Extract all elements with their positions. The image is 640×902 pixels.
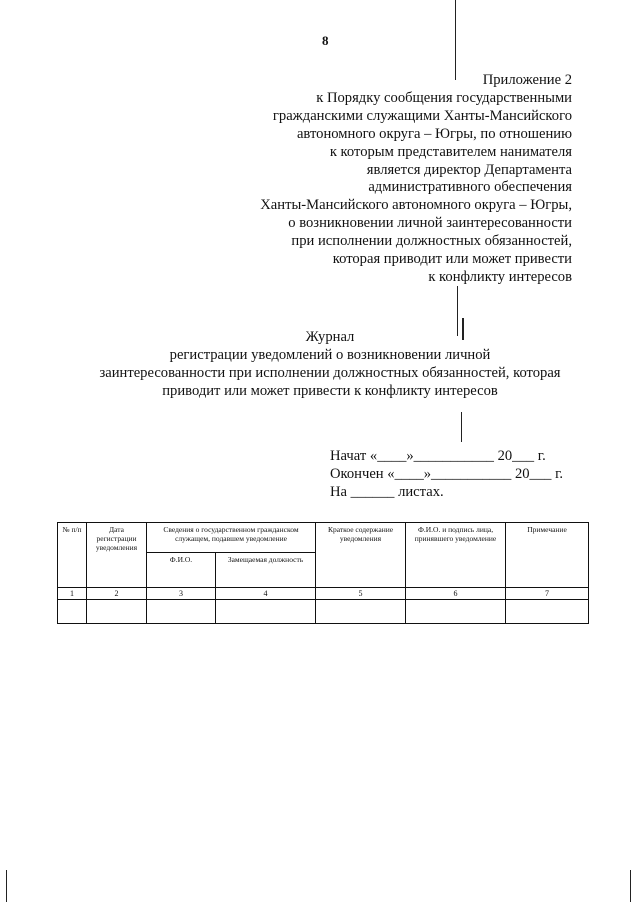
scan-line-lower (461, 412, 462, 442)
appendix-line: к конфликту интересов (428, 268, 572, 285)
table-cell (58, 600, 87, 624)
header-position: Замещаемая должность (216, 553, 316, 588)
appendix-line: гражданскими служащими Ханты-Мансийского (272, 107, 572, 124)
header-employee-info: Сведения о государственном гражданском служащем, подавшем уведомление (147, 523, 316, 553)
date-finished: Окончен «____»___________ 20___ г. (330, 465, 564, 482)
table-cell (147, 600, 216, 624)
appendix-line: которая приводит или может привести (332, 251, 572, 268)
table-cell (406, 600, 506, 624)
appendix-line: автономного округа – Югры, по отношению (296, 125, 572, 142)
journal-title-line: заинтересованности при исполнении должностных обязанностей, которая (99, 365, 561, 381)
column-number: 6 (406, 588, 506, 600)
table-cell (216, 600, 316, 624)
column-number: 5 (316, 588, 406, 600)
appendix-line: является директор Департамента (366, 161, 572, 178)
column-number: 7 (506, 588, 589, 600)
column-number: 4 (216, 588, 316, 600)
header-reg-date: Дата регистрации уведомления (87, 523, 147, 588)
table-cell (316, 600, 406, 624)
table-header-row (58, 523, 589, 553)
appendix-header (192, 72, 572, 287)
journal-table (57, 522, 589, 624)
column-number: 3 (147, 588, 216, 600)
date-started: Начат «____»___________ 20___ г. (330, 448, 546, 464)
appendix-line: о возникновении личной заинтересованности (288, 215, 572, 232)
appendix-line: Приложение 2 (482, 72, 572, 88)
header-summary: Краткое содержание уведомления (316, 523, 406, 588)
appendix-line: Ханты-Мансийского автономного округа – Югры, (260, 197, 572, 214)
sheet-count: На ______ листах. (330, 483, 444, 500)
header-fio: Ф.И.О. (147, 553, 216, 588)
appendix-line: при исполнении должностных обязанностей, (291, 233, 572, 250)
header-receiver: Ф.И.О. и подпись лица, принявшего уведомление (406, 523, 506, 588)
appendix-line: к Порядку сообщения государственными (316, 89, 572, 106)
journal-title (60, 328, 600, 400)
journal-title-line: регистрации уведомлений о возникновении личной (169, 347, 491, 363)
column-number: 1 (58, 588, 87, 600)
table-cell (87, 600, 147, 624)
appendix-line: к которым представителем нанимателя (329, 143, 572, 160)
scan-line-top (455, 0, 456, 80)
appendix-line: административного обеспечения (368, 179, 572, 196)
column-number: 2 (87, 588, 147, 600)
header-note: Примечание (506, 523, 589, 588)
scan-line-left-edge (6, 870, 7, 902)
scan-line-right-edge (630, 870, 631, 902)
column-number-row (58, 588, 589, 600)
table-row (58, 600, 589, 624)
header-num: № п/п (58, 523, 87, 588)
journal-title-line: Журнал (305, 329, 355, 345)
journal-dates (330, 448, 563, 501)
table-cell (506, 600, 589, 624)
page-number: 8 (322, 33, 329, 48)
journal-title-line: приводит или может привести к конфликту интересов (162, 383, 498, 399)
